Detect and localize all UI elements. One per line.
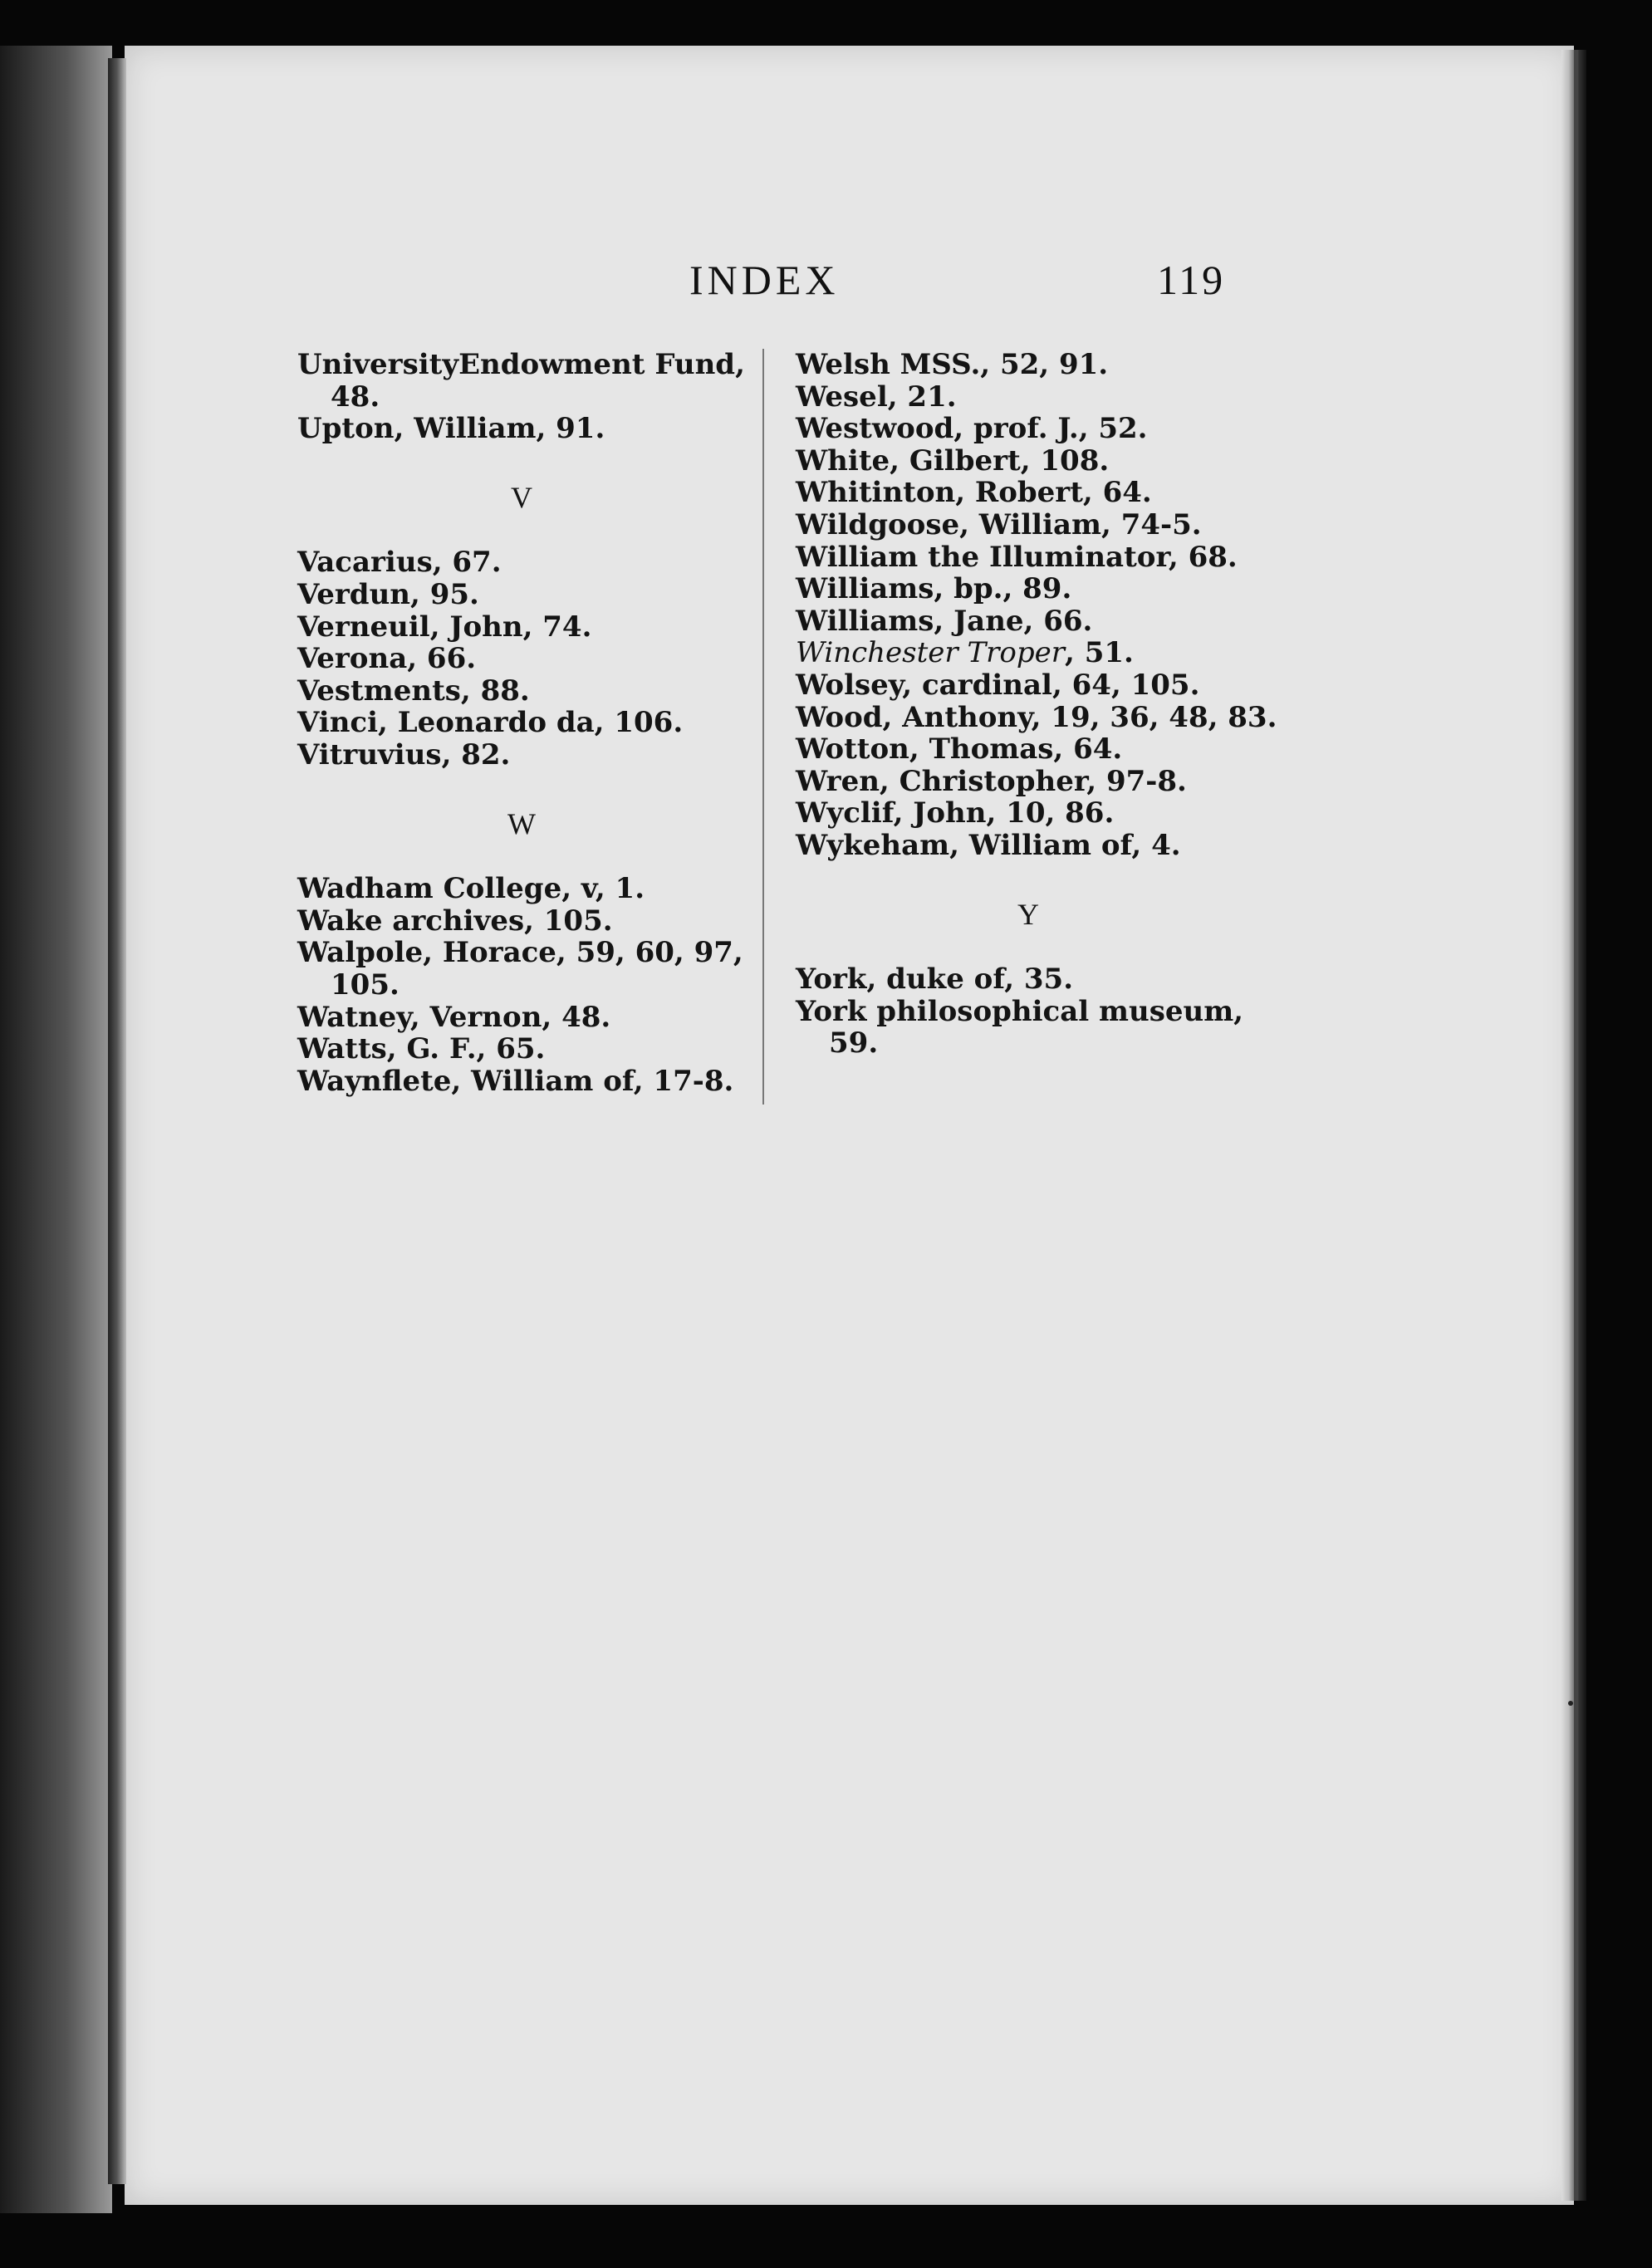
index-entry: Wadham College, v, 1. (297, 872, 645, 906)
index-entry-italic-title: Winchester Troper (796, 636, 1066, 670)
index-entry: White, Gilbert, 108. (796, 443, 1110, 478)
index-entry: Vitruvius, 82. (297, 737, 511, 772)
page-gutter-shadow (108, 58, 126, 2184)
index-entry: Wake archives, 105. (297, 904, 613, 938)
index-entry: Westwood, prof. J., 52. (796, 412, 1148, 446)
index-entry: Wood, Anthony, 19, 36, 48, 83. (796, 700, 1277, 734)
scan-speck (1568, 1701, 1573, 1706)
index-entry: Verona, 66. (297, 642, 477, 676)
index-entry: Watney, Vernon, 48. (297, 1000, 611, 1034)
index-entry: Williams, Jane, 66. (796, 604, 1093, 638)
index-entry: Wildgoose, William, 74-5. (796, 507, 1202, 541)
section-letter: V (511, 480, 532, 514)
index-column-right (796, 348, 1277, 1061)
index-entry: Wesel, 21. (796, 380, 957, 414)
index-entry: William the Illuminator, 68. (796, 540, 1238, 574)
index-entry: UniversityEndowment Fund, (297, 348, 745, 381)
index-entry: Wolsey, cardinal, 64, 105. (796, 668, 1200, 702)
index-entry: Upton, William, 91. (297, 412, 605, 446)
index-entry: Wykeham, William of, 4. (796, 828, 1181, 862)
index-entry: Vacarius, 67. (297, 546, 502, 580)
index-entry: York, duke of, 35. (796, 963, 1074, 997)
section-letter: W (507, 806, 536, 840)
index-entry-pages: , 51. (1065, 636, 1134, 670)
index-entry: Waynflete, William of, 17-8. (297, 1064, 734, 1098)
index-entry: Vestments, 88. (297, 674, 530, 708)
index-column-left (297, 349, 746, 1097)
page-right-rule (1574, 50, 1577, 2201)
index-entry: Wotton, Thomas, 64. (796, 732, 1123, 767)
index-entry: York philosophical museum, (796, 994, 1244, 1028)
facing-page-edge (0, 46, 112, 2213)
index-entry-continuation: 105. (331, 967, 400, 1002)
index-entry (796, 637, 1261, 669)
page-number: 119 (1157, 257, 1226, 303)
index-entry: Whitinton, Robert, 64. (796, 476, 1152, 510)
index-entry: Vinci, Leonardo da, 106. (297, 706, 684, 740)
section-letter: Y (1017, 897, 1039, 931)
index-entry: Welsh MSS., 52, 91. (796, 348, 1109, 381)
index-entry-continuation: 48. (331, 380, 380, 414)
running-header-title: INDEX (689, 257, 840, 303)
index-entry: Wyclif, John, 10, 86. (796, 796, 1115, 830)
index-entry: Watts, G. F., 65. (297, 1032, 546, 1066)
column-divider (762, 349, 764, 1105)
index-entry: Verdun, 95. (297, 577, 479, 611)
index-entry: Williams, bp., 89. (796, 572, 1072, 606)
index-entry: Wren, Christopher, 97-8. (796, 764, 1187, 798)
index-entry-continuation: 59. (829, 1026, 879, 1061)
index-entry: Verneuil, John, 74. (297, 610, 592, 644)
index-entry: Walpole, Horace, 59, 60, 97, (297, 936, 743, 970)
